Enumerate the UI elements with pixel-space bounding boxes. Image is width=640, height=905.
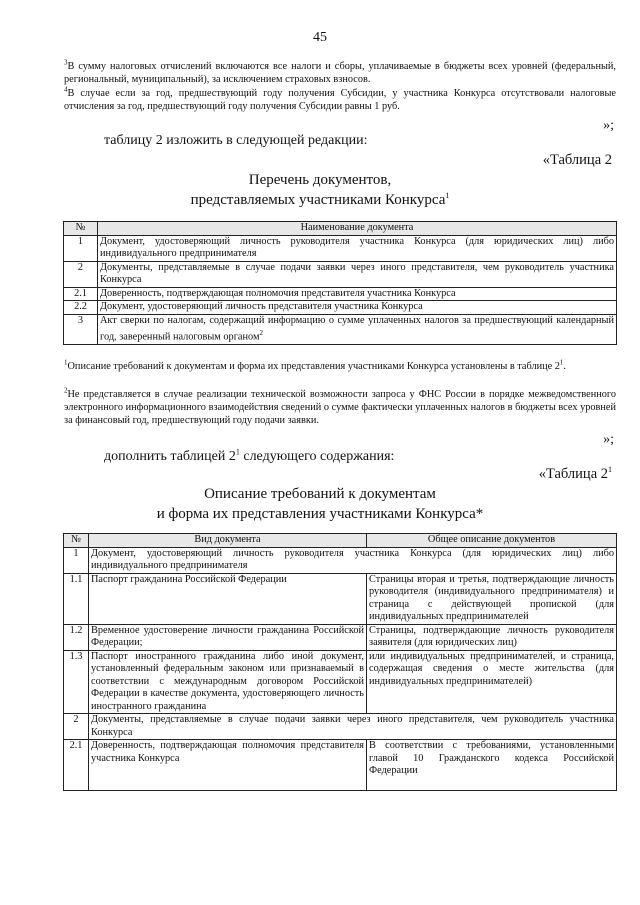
table-row [64,287,617,301]
table-header-row [64,534,617,548]
header-num: № [64,222,98,236]
row-num: 3 [64,314,98,344]
instruction-after: следующего содержания: [239,449,395,464]
footnote-sup: 4 [64,85,68,94]
row-num: 2.1 [64,287,98,301]
row-num: 1.3 [64,650,89,714]
header-desc: Общее описание документов [367,534,617,548]
closing-quote: »; [603,118,614,133]
footnote-sup: 3 [64,58,68,67]
table-title [0,484,640,524]
instruction-sup: 1 [235,447,240,457]
table-row [64,740,617,791]
row-text: Документ, удостоверяющий личность представителя участника Конкурса [98,301,617,315]
footnote-tail-sup: 1 [559,358,564,367]
documents-table [63,221,617,345]
table-row [64,235,617,261]
table-row [64,573,617,624]
row-num: 1 [64,235,98,261]
table-row [64,301,617,315]
table-title [0,170,640,210]
row-num: 1.1 [64,573,89,624]
footnote-1 [64,360,616,373]
row-desc: или индивидуальных предпринимателей, и страница, содержащая сведения о месте жительства (для индивидуальных предпринимателей) [367,650,617,714]
row-desc: В соответствии с требованиями, установленными главой 10 Гражданского кодекса Российской Федерации [367,740,617,791]
footnote-4 [64,87,616,113]
row-sup: 2 [259,329,263,337]
table-label: «Таблица 2 [542,152,612,168]
row-desc: Страницы вторая и третья, подтверждающие личность руководителя (индивидуального предпринимателя) и страница с действующей пропиской (для индивидуальных предпринимателей [367,573,617,624]
footnote-text: В сумму налоговых отчислений включаются все налоги и сборы, уплачиваемые в бюджеты всех уровней (федеральный, региональный, муниципальный), за исключением страховых взносов. [64,61,616,85]
row-text-with-sup [98,314,617,344]
table-row [64,261,617,287]
table-title-line: Описание требований к документам [204,486,436,502]
footnote-text: Описание требований к документам и форма их представления участниками Конкурса установлены в таблице 2 [67,361,560,372]
table-title-line: и форма их представления участниками Конкурса* [156,506,484,522]
row-num: 1.2 [64,624,89,650]
table-row [64,650,617,714]
header-num: № [64,534,89,548]
table-row [64,714,617,740]
row-desc: Страницы, подтверждающие личность руководителя заявителя (для юридических лиц) [367,624,617,650]
table-label-main: «Таблица 2 [538,466,608,482]
row-text: Документы, представляемые в случае подачи заявки через иного представителя, чем руководитель участника Конкурса [98,261,617,287]
instruction-before: дополнить таблицей 2 [104,449,236,464]
row-num: 2 [64,261,98,287]
row-type: Доверенность, подтверждающая полномочия представителя участника Конкурса [89,740,367,791]
row-type: Временное удостоверение личности гражданина Российской Федерации; [89,624,367,650]
table-title-text: представляемых участниками Конкурса [190,192,446,208]
table-label [539,466,612,483]
row-text: Доверенность, подтверждающая полномочия представителя участника Конкурса [98,287,617,301]
row-type: Паспорт иностранного гражданина либо иной документ, установленный федеральным законом или признаваемый в соответствии с международным договором Российской Федерации в качестве документа, удостоверяющего личность иностранного гражданина [89,650,367,714]
header-name: Наименование документа [98,222,617,236]
row-full-text: Документы, представляемые в случае подачи заявки через иного представителя, чем руководитель участника Конкурса [89,714,617,740]
table-title-sup: 1 [445,191,450,200]
closing-quote: »; [603,432,614,447]
header-type: Вид документа [89,534,367,548]
row-text: Документ, удостоверяющий личность руководителя участника Конкурса (для юридических лиц) либо индивидуального предпринимателя [98,235,617,261]
footnote-text: Не представляется в случае реализации технической возможности запроса у ФНС России в порядке межведомственного электронного информационного взаимодействия сведений о сумме фактически уплаченных налогов в бюджеты всех уровней за финансовый год, предшествующий году подачи заявки. [64,389,616,426]
row-num: 1 [64,547,89,573]
footnote-tail: . [563,361,566,372]
table-row [64,547,617,573]
row-text: Акт сверки по налогам, содержащий информацию о сумме уплаченных налогов за предшествующий календарный год, заверенный налоговым органом [100,314,614,343]
footnote-sup: 1 [64,358,68,367]
table-label-sup: 1 [608,465,612,475]
instruction-text [104,449,394,465]
table-row [64,624,617,650]
requirements-table [63,533,617,791]
table-row [64,314,617,344]
footnote-2 [64,388,616,427]
row-type: Паспорт гражданина Российской Федерации [89,573,367,624]
row-full-text: Документ, удостоверяющий личность руководителя участника Конкурса (для юридических лиц) либо индивидуального предпринимателя [89,547,617,573]
row-num: 2.1 [64,740,89,791]
footnote-3 [64,60,616,86]
footnote-sup: 2 [64,386,68,395]
row-num: 2.2 [64,301,98,315]
table-title-line: Перечень документов, [248,172,392,188]
row-num: 2 [64,714,89,740]
instruction-text: таблицу 2 изложить в следующей редакции: [104,133,368,148]
page-number: 45 [313,30,327,45]
footnote-text: В случае если за год, предшествующий году получения Субсидии, у участника Конкурса отсутствовали налоговые отчисления за год, предшествующий году получения Субсидии равны 1 руб. [64,88,616,112]
table-title-line [0,190,640,210]
table-header-row [64,222,617,236]
